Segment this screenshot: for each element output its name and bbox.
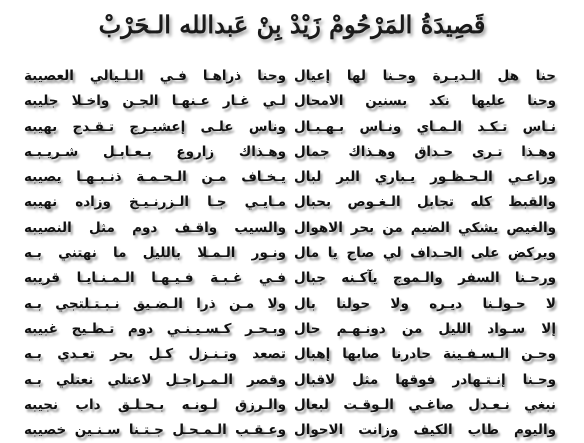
verse-line: مـايـي جـا الـزرنـيـخ وزاده نهيبه xyxy=(24,194,286,211)
verse-line: تصعد وتـنـزل كـل بحر تعـدي بـه xyxy=(24,346,286,363)
verse-line: إلا سـواد الليل من دونـهـم حال xyxy=(294,320,556,337)
verse-line: وهـذا تـرى حـداق وهـذاك جمال xyxy=(294,143,556,160)
verse-line: والسيب واقـف دوم مثل النصيبه xyxy=(24,219,286,236)
verse-line: وحنا عليها نكد بسنين الامحال xyxy=(294,93,556,110)
verse-line: ورحـنا السفر والـموج يآكـنه جبال xyxy=(294,270,556,287)
verse-line: وحـن الـسـفـينة حادرنا صابها إهبال xyxy=(294,346,556,363)
verse-line: وهـذاك زاروع بـعـابـل شـريـبـه xyxy=(24,143,286,160)
verse-line: ولا مـن ذرا الـضـيق نـبـتـلتجي بـه xyxy=(24,295,286,312)
verse-line: وبـحـر كـسـيـنـي دوم تـطـيح غبيبه xyxy=(24,320,286,337)
poem-title: قَصِيدَةُ المَرْحُومْ زَيْدْ بِنْ عَبدالله الـحَرْبْ xyxy=(98,10,486,39)
verse-line: نبغي نـعـدل صاغـي الـوقـت لبعال xyxy=(294,396,556,413)
verse-line: وحنا ذراهـا فـي الـلـيالي العصيبة xyxy=(24,68,286,84)
verse-line: وقصر الـمـراجـل لاعتلي نعتلي بـه xyxy=(24,371,286,388)
verse-line: والـرزق لـونـه بـحـلـق داب نجيبه xyxy=(24,396,286,413)
verse-line: واليوم طاب الكيف وزانت الاحوال xyxy=(294,422,556,439)
verse-line: وراعـي الـحـظـور يـباري البر لبال xyxy=(294,169,556,186)
verse-line: والغيص يشكي الضيم من بحر الاهوال xyxy=(294,219,556,236)
verse-line: يـخـاف مـن الـحـمـة ذنـبـهـا يصيبه xyxy=(24,169,286,186)
verse-line: لا حـولـنا ديـره ولا حولنا بال xyxy=(294,295,556,312)
verse-line: ونـور الـمـلا بالليل ما نهتني بـه xyxy=(24,245,286,262)
verse-line: ويركض على الحـداف لي صاح يا مال xyxy=(294,245,556,262)
verse-line: وعـقـب الـمـحـل جـتـنا سـنـين خصيبه xyxy=(24,422,286,439)
verse-line: لـي غـار عـنهـا الجـن واخـلا جليبه xyxy=(24,93,286,110)
poem-right-column xyxy=(294,64,556,443)
verse-line: فـي غـبـة فـيـهـا الـمـنـايـا قريبه xyxy=(24,270,286,287)
verse-line: والقبط كله تجابل الـغـوص بحبال xyxy=(294,194,556,211)
poem-left-column xyxy=(24,64,286,443)
verse-line: وحـنا إنـتـهادر فوقها مثل لاقبال xyxy=(294,371,556,388)
verse-line: نـاس تـكـد الـمـاي ونـاس بـهـبـال xyxy=(294,118,556,135)
verse-line: وناس علـى إعشيـرج تـقـدح بهيبه xyxy=(24,118,286,135)
verse-line: حنا هل الـديـرة وحـنا لها إعيال xyxy=(294,68,556,84)
